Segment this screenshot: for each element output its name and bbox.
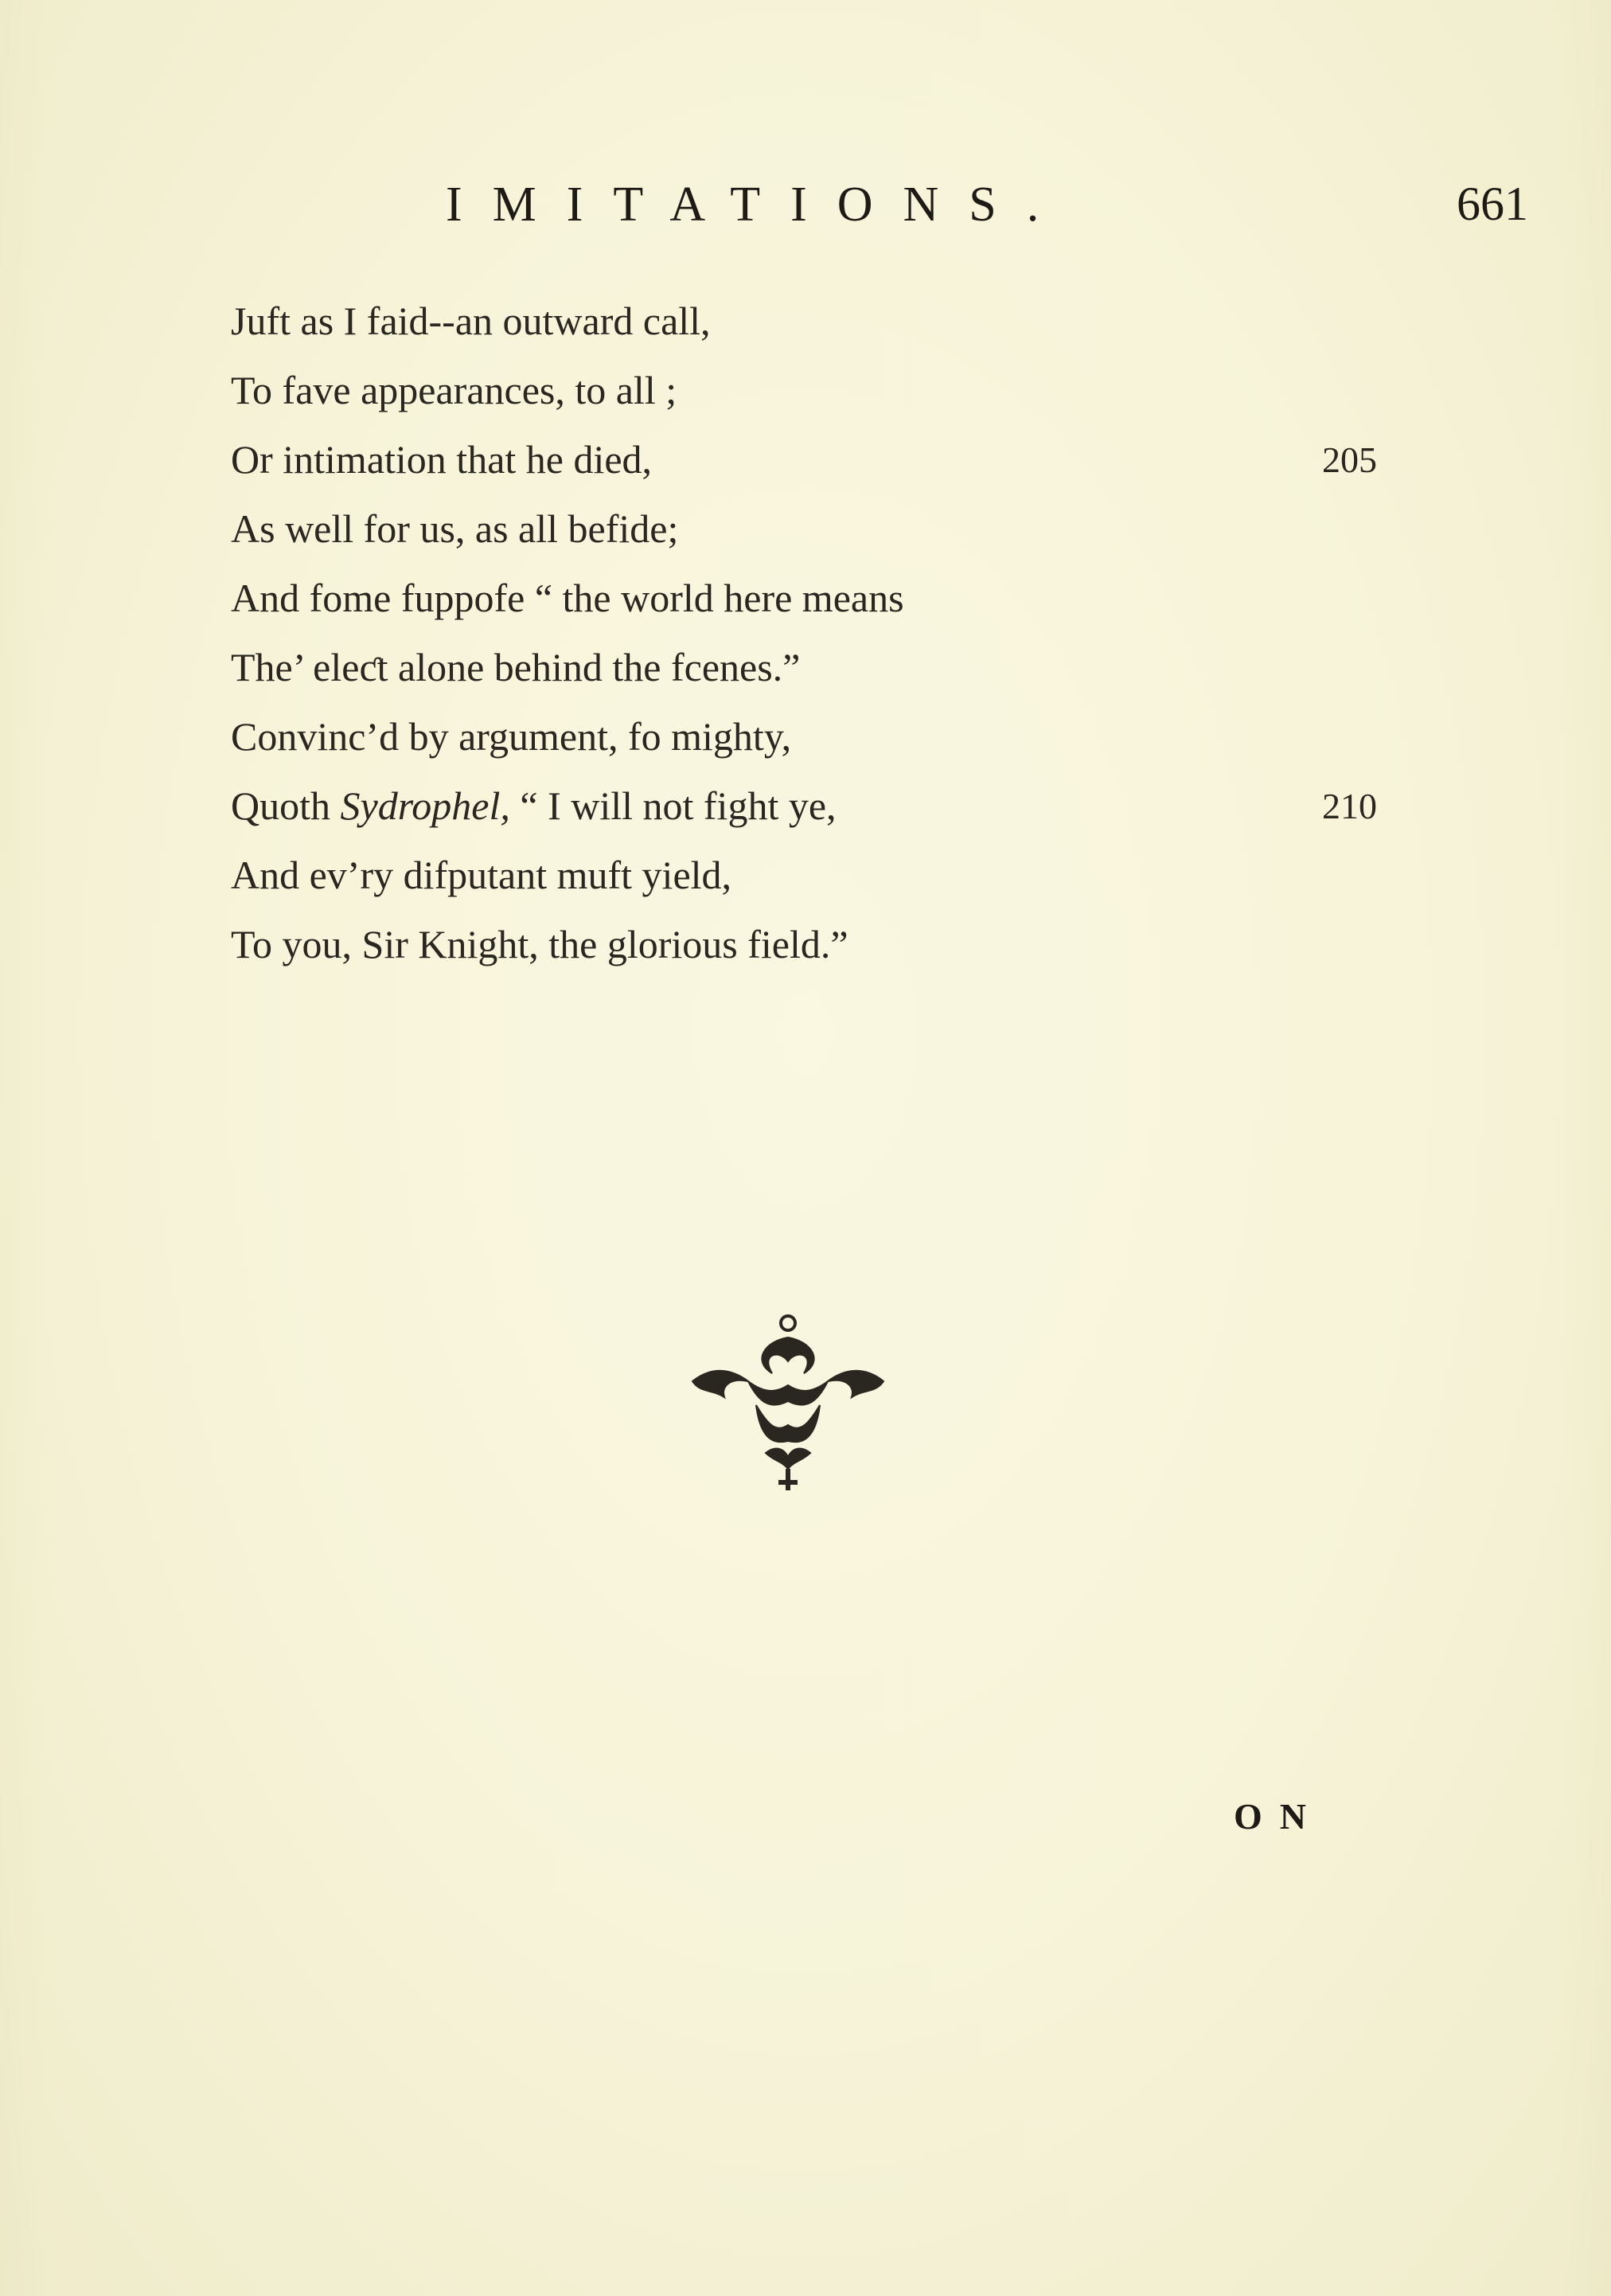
line-number: 210 — [1322, 786, 1377, 826]
verse-line-text: As well for us, as all befide; — [231, 506, 679, 551]
catchword: ON — [1234, 1796, 1324, 1837]
verse-line — [231, 564, 1377, 633]
verse-line-text: Quoth — [231, 783, 341, 828]
verse-line-text: And ev’ry difputant muft yield, — [231, 853, 732, 897]
running-head: IMITATIONS. — [446, 178, 1070, 232]
verse-line — [231, 702, 1377, 771]
verse-block — [231, 287, 1377, 979]
verse-line-text: To fave appearances, to all ; — [231, 368, 677, 412]
verse-line — [231, 356, 1377, 425]
fleuron-icon — [677, 1306, 899, 1497]
speaker-name: Sydrophel, — [340, 783, 510, 828]
verse-line — [231, 287, 1377, 356]
verse-line-text: The’ eleƈt alone behind the fcenes.” — [231, 645, 801, 689]
verse-line — [231, 633, 1377, 702]
verse-line-text: Convinc’d by argument, fo mighty, — [231, 714, 792, 759]
verse-line — [231, 841, 1377, 910]
verse-line — [231, 425, 1377, 494]
verse-line-text: Or intimation that he died, — [231, 437, 653, 482]
verse-line — [231, 771, 1377, 841]
verse-line-text: And fome fuppofe “ the world here means — [231, 576, 904, 620]
verse-line-text: To you, Sir Knight, the glorious field.” — [231, 922, 848, 966]
page-number: 661 — [1457, 178, 1528, 230]
verse-line — [231, 910, 1377, 979]
verse-line-text: Juft as I faid--an outward call, — [231, 299, 711, 343]
verse-line-text: “ I will not fight ye, — [509, 783, 837, 828]
line-number: 205 — [1322, 439, 1377, 480]
verse-line — [231, 494, 1377, 564]
